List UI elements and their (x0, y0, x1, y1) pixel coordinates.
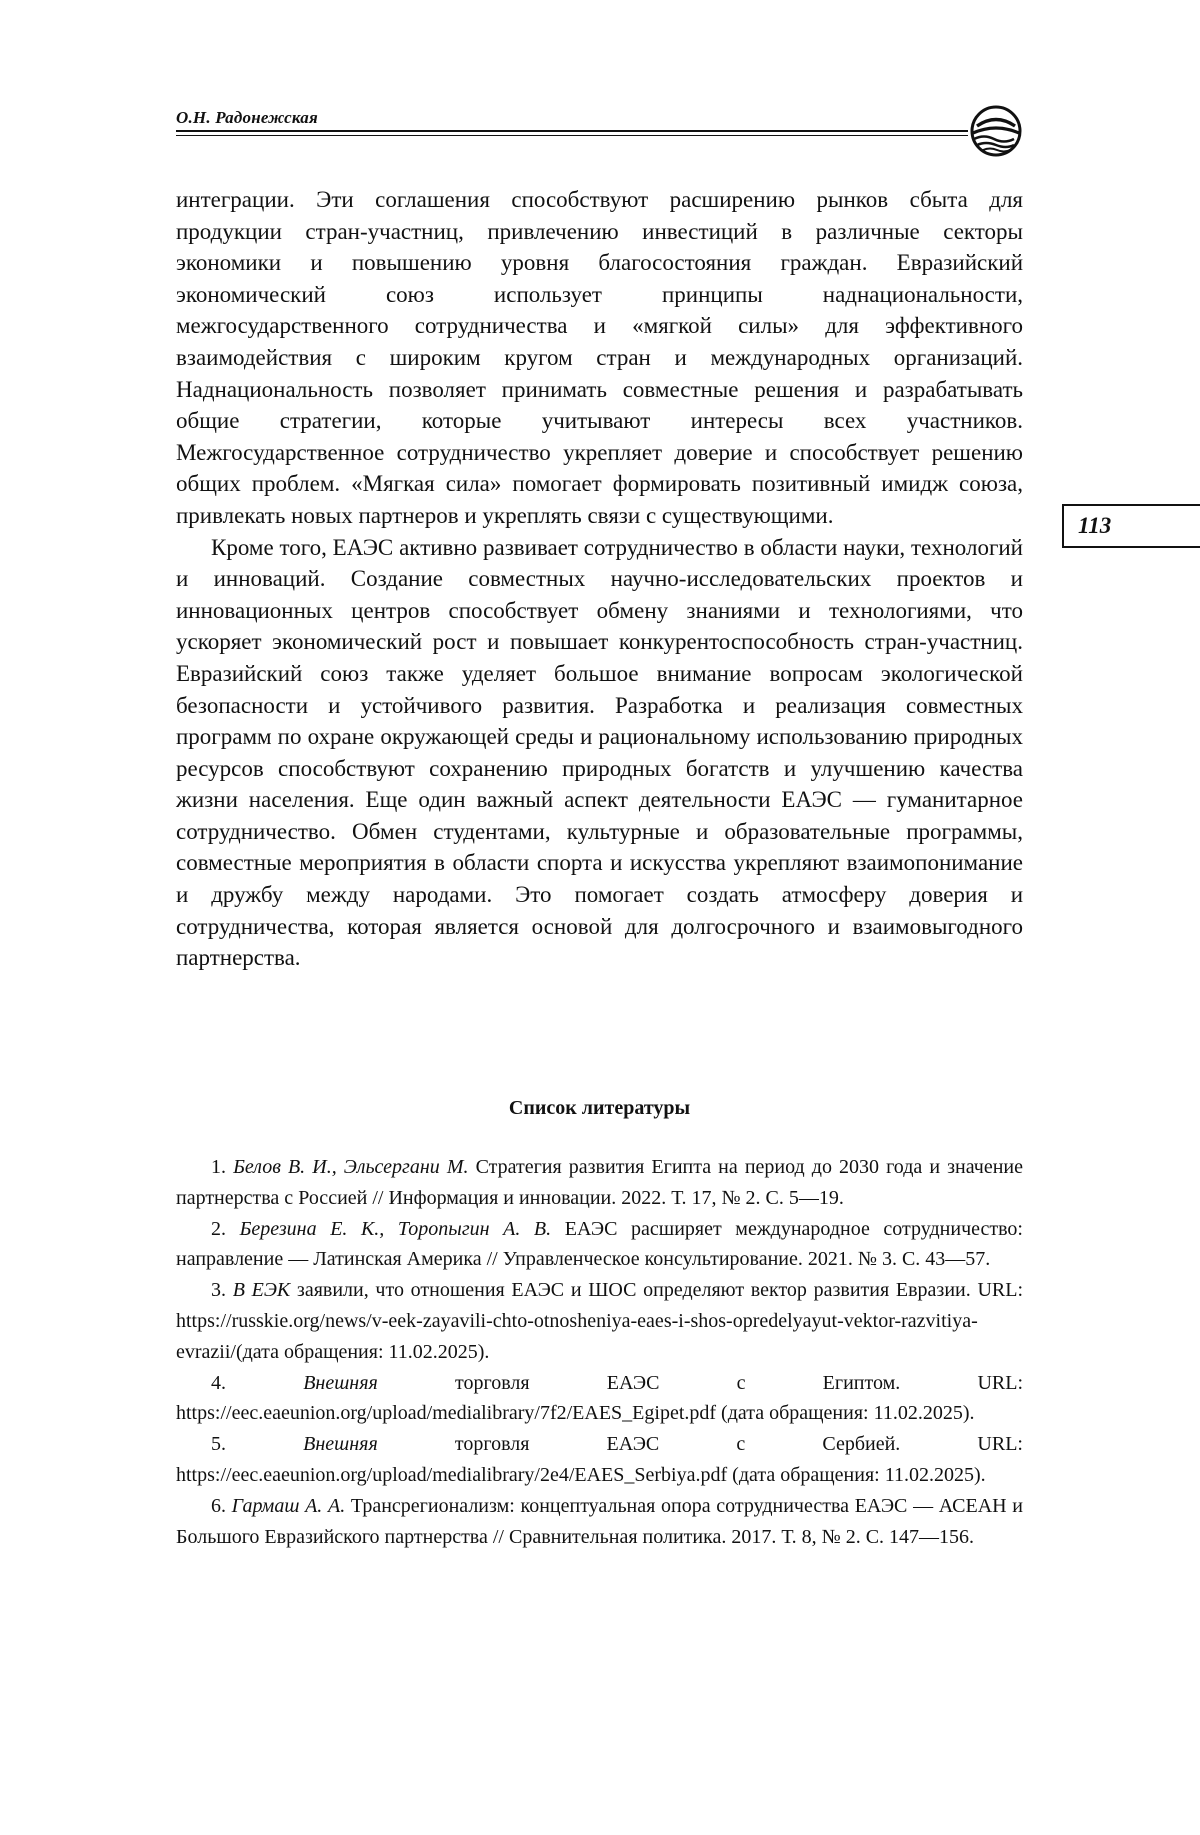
reference-number: 4. (211, 1371, 226, 1394)
reference-text: заявили, что отношения ЕАЭС и ШОС определяют вектор развития Евразии. URL: https://russkie.org/news/v-eek-zayavili-chto-otnosheniya-eaes-i-shos-opredelyayut-vektor-razvitiya-evrazii/(дата обращения: 11.02.2025). (176, 1279, 1023, 1363)
reference-authors: В ЕЭК (232, 1279, 291, 1302)
reference-authors: Белов В. И., Эльсергани М. (233, 1156, 469, 1178)
reference-text: Трансрегионализм: концептуальная опора сотрудничества ЕАЭС — АСЕАН и Большого Евразийского партнерства // Сравнительная политика. 2017. Т. 8, № 2. С. 147—156. (176, 1494, 1023, 1548)
reference-text: торговля ЕАЭС с Сербией. URL: https://eec.eaeunion.org/upload/medialibrary/2e4/EAES_Serbiya.pdf (дата обращения: 11.02.2025). (176, 1433, 1023, 1486)
reference-number: 6. (211, 1494, 226, 1517)
references-title: Список литературы (508, 1097, 691, 1119)
publisher-wave-logo-icon (966, 104, 1026, 159)
reference-authors: Гармаш А. А. (231, 1494, 346, 1517)
header-rule-thick (176, 130, 968, 132)
reference-authors: Внешняя (303, 1433, 378, 1456)
references-list (176, 1152, 1023, 1552)
reference-text: ЕАЭС расширяет международное сотрудничество: направление — Латинская Америка // Управленческое консультирование. 2021. № 3. С. 43—57. (176, 1217, 1023, 1271)
reference-item (176, 1275, 1023, 1367)
running-header-author: О.Н. Радонежская (176, 108, 318, 127)
reference-number: 2. (211, 1217, 226, 1240)
reference-item (176, 1491, 1023, 1553)
running-header (176, 104, 1042, 146)
reference-text: Стратегия развития Египта на период до 2030 года и значение партнерства с Россией // Информация и инновации. 2022. Т. 17, № 2. С. 5—19. (176, 1156, 1024, 1209)
reference-text: торговля ЕАЭС с Египтом. URL: https://eec.eaeunion.org/upload/medialibrary/7f2/EAES_Egipet.pdf (дата обращения: 11.02.2025). (176, 1371, 1023, 1425)
header-rule-thin (176, 135, 968, 136)
reference-number: 5. (211, 1433, 226, 1456)
reference-item (176, 1429, 1023, 1491)
reference-authors: Березина Е. К., Торопыгин А. В. (239, 1217, 552, 1240)
reference-item (176, 1152, 1023, 1214)
paragraph: Кроме того, ЕАЭС активно развивает сотрудничество в области науки, технологий и инноваций. Создание совместных научно-исследовательских проектов и инновационных центров способствует обмену знаниями и технологиями, что ускоряет экономический рост и повышает конкурентоспособность стран-участниц. Евразийский союз также уделяет большое внимание вопросам экологической безопасности и устойчивого развития. Разработка и реализация совместных программ по охране окружающей среды и рациональному использованию природных ресурсов способствуют сохранению природных богатств и улучшению качества жизни населения. Еще один важный аспект деятельности ЕАЭС — гуманитарное сотрудничество. Обмен студентами, культурные и образовательные программы, совместные мероприятия в области спорта и искусства укрепляют взаимопонимание и дружбу между народами. Это помогает создать атмосферу доверия и сотрудничества, которая является основой для долгосрочного и взаимовыгодного партнерства. (176, 534, 1023, 971)
main-text (176, 184, 1023, 974)
reference-number: 1. (211, 1156, 226, 1178)
reference-item (176, 1214, 1023, 1276)
reference-authors: Внешняя (303, 1371, 378, 1394)
page-number: 113 (1062, 504, 1200, 548)
paragraph: интеграции. Эти соглашения способствуют расширению рынков сбыта для продукции стран-участниц, привлечению инвестиций в различные секторы экономики и повышению уровня благосостояния граждан. Евразийский экономический союз использует принципы наднациональности, межгосударственного сотрудничества и «мягкой силы» для эффективного взаимодействия с широким кругом стран и международных организаций. Наднациональность позволяет принимать совместные решения и разрабатывать общие стратегии, которые учитывают интересы всех участников. Межгосударственное сотрудничество укрепляет доверие и способствует решению общих проблем. «Мягкая сила» помогает формировать позитивный имидж союза, привлекать новых партнеров и укреплять связи с существующими. (176, 187, 1023, 528)
reference-item (176, 1368, 1023, 1430)
reference-number: 3. (211, 1279, 226, 1302)
